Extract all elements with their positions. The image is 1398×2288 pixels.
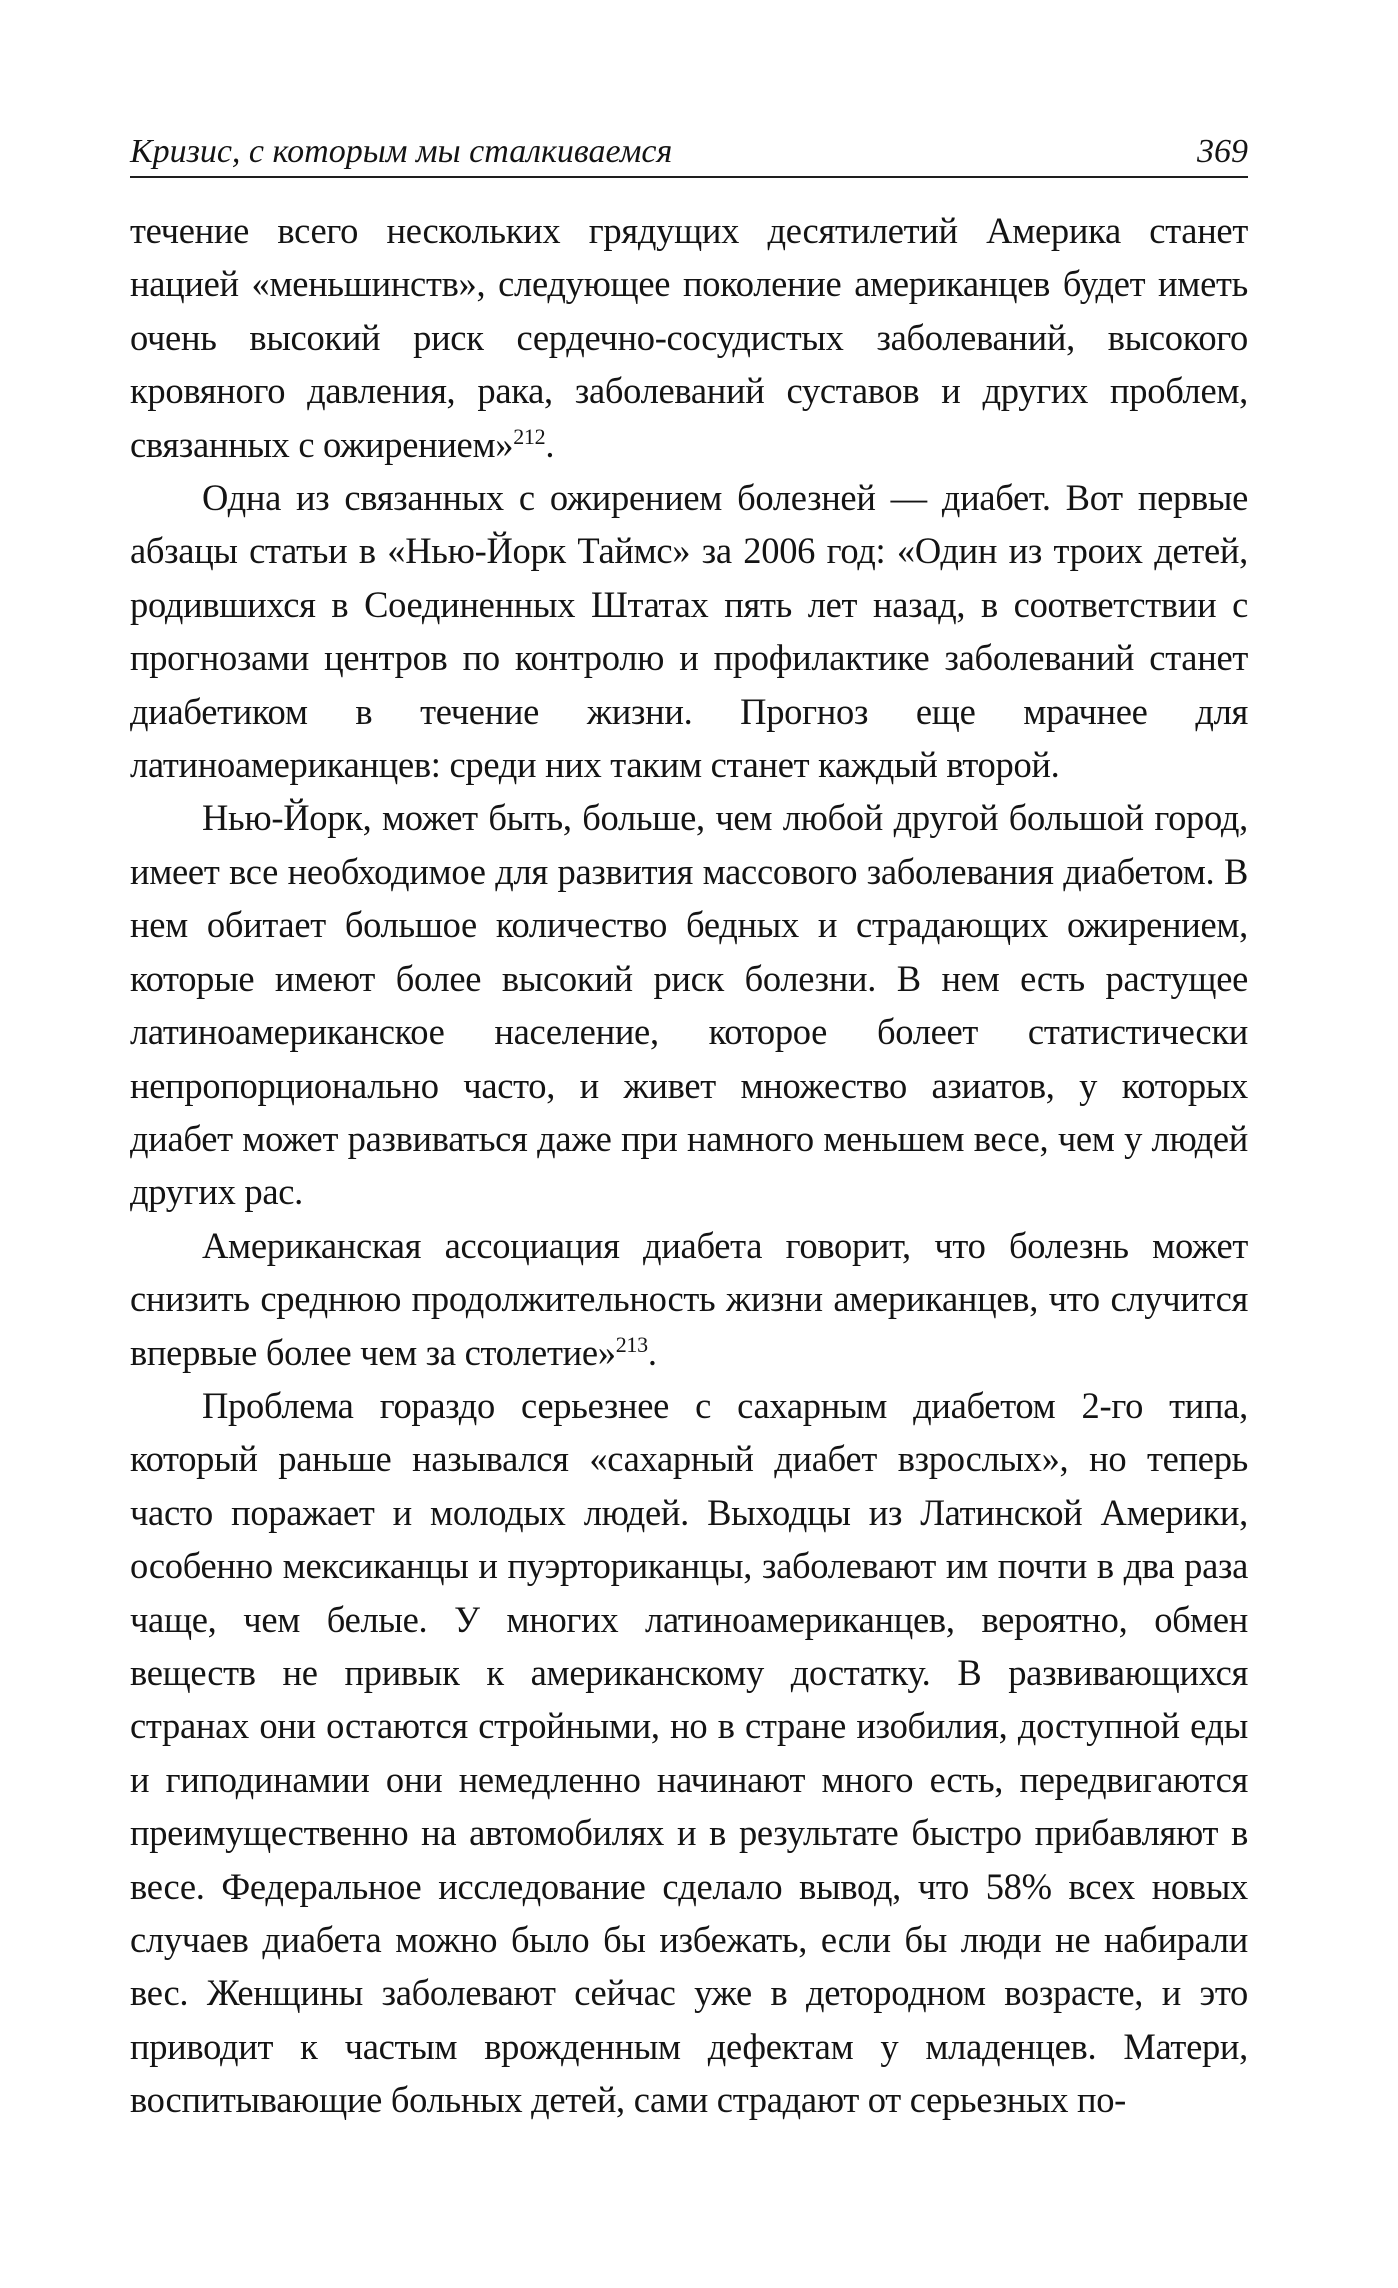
body-text [130, 204, 1248, 2127]
running-header [130, 124, 1248, 178]
page-number: 369 [1197, 133, 1248, 170]
footnote-ref-212: 212 [513, 423, 546, 449]
paragraph-5-text: Проблема гораздо серьезнее с сахарным диабетом 2-го типа, который раньше назывался «сахарный диабет взрослых», но теперь часто поражает и молодых людей. Выходцы из Латинской Америки, особенно мексиканцы и пуэрториканцы, заболевают им почти в два раза чаще, чем белые. У многих латиноамериканцев, вероятно, обмен веществ не привык к американскому достатку. В развивающихся странах они остаются стройными, но в стране изобилия, доступной еды и гиподинамии они немедленно начинают много есть, передвигаются преимущественно на автомобилях и в результате быстро прибавляют в весе. Федеральное исследование сделало вывод, что 58% всех новых случаев диабета можно было бы избежать, если бы люди не набирали вес. Женщины заболевают сейчас уже в детородном возрасте, и это приводит к частым врожденным дефектам у младенцев. Матери, воспитывающие больных детей, сами страдают от серьезных по- [130, 1384, 1248, 2121]
paragraph-3-text: Нью-Йорк, может быть, больше, чем любой другой большой город, имеет все необходимое для развития массового заболевания диабетом. В нем обитает большое количество бедных и страдающих ожирением, которые имеют более высокий риск болезни. В нем есть растущее латиноамериканское население, которое болеет статистически непропорционально часто, и живет множество азиатов, у которых диабет может развиваться даже при намного меньшем весе, чем у людей других рас. [130, 797, 1248, 1213]
paragraph-4-text: Американская ассоциация диабета говорит, что болезнь может снизить среднюю продолжительность жизни американцев, что случится впервые более чем за столетие» [130, 1224, 1248, 1373]
paragraph-1-end: . [545, 423, 555, 465]
paragraph-4 [130, 1219, 1248, 1379]
paragraph-4-end: . [647, 1331, 657, 1373]
paragraph-2-text: Одна из связанных с ожирением болезней — диабет. Вот первые абзацы статьи в «Нью-Йорк Таймс» за 2006 год: «Один из троих детей, родившихся в Соединенных Штатах пять лет назад, в соответствии с прогнозами центров по контролю и профилактике заболеваний станет диабетиком в течение жизни. Прогноз еще мрачнее для латиноамериканцев: среди них таким станет каждый второй. [130, 477, 1248, 786]
running-title: Кризис, с которым мы сталкиваемся [130, 133, 673, 170]
paragraph-1 [130, 204, 1248, 471]
footnote-ref-213: 213 [615, 1331, 648, 1357]
paragraph-1-text: течение всего нескольких грядущих десятилетий Америка станет нацией «меньшинств», следующее поколение американцев будет иметь очень высокий риск сердечно-сосудистых заболеваний, высокого кровяного давления, рака, заболеваний суставов и других проблем, связанных с ожирением» [130, 210, 1248, 465]
book-page [130, 0, 1248, 2288]
paragraph-5 [130, 1379, 1248, 2127]
paragraph-3 [130, 791, 1248, 1218]
paragraph-2 [130, 471, 1248, 791]
